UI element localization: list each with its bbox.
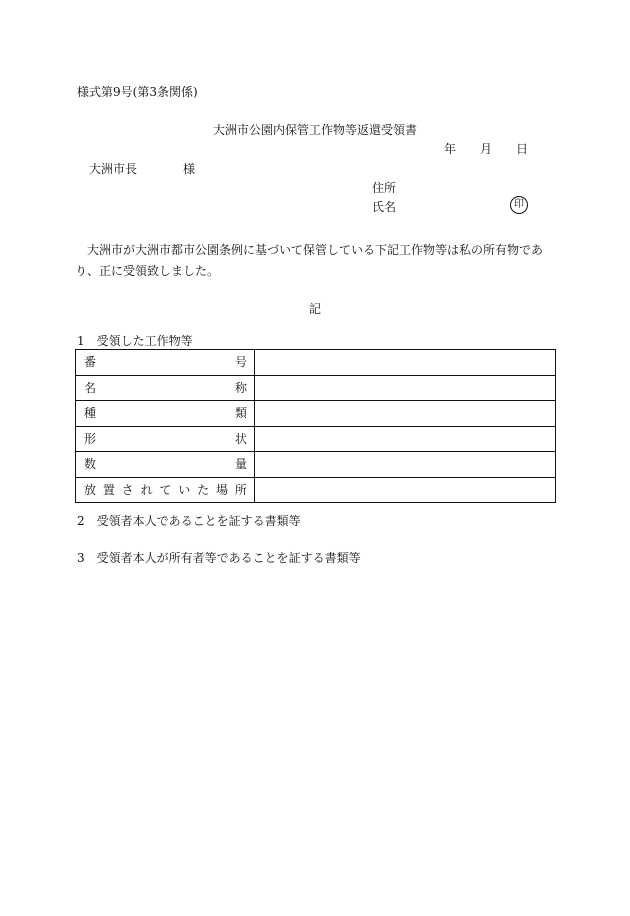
row-label-char: さ: [121, 482, 134, 497]
table-row: [76, 350, 556, 376]
row-label-char: 名: [84, 380, 97, 395]
row-label: [76, 457, 254, 471]
table-row: [76, 452, 556, 478]
row-value-cell[interactable]: [255, 477, 556, 503]
ki-heading: 記: [308, 302, 321, 316]
row-label-char: 所: [234, 482, 247, 497]
row-label-cell: [76, 401, 255, 427]
row-label: [76, 406, 254, 420]
section1-title: 1 受領した工作物等: [77, 334, 193, 348]
row-label-char: 番: [84, 355, 97, 370]
row-value-cell[interactable]: [255, 401, 556, 427]
body-paragraph: 大洲市が大洲市都市公園条例に基づいて保管している下記工作物等は私の所有物であり、正に受領致しました。: [75, 243, 544, 278]
row-label-char: 状: [234, 431, 247, 446]
items-table-body: [76, 350, 556, 503]
row-label: [76, 432, 254, 446]
row-label-char: 場: [216, 482, 229, 497]
row-label-cell: [76, 426, 255, 452]
date-year-label: 年: [444, 142, 457, 156]
section3-title: 3 受領者本人が所有者等であることを証する書類等: [77, 551, 361, 565]
row-label-char: た: [197, 482, 210, 497]
date-day-label: 日: [516, 142, 529, 156]
row-value-cell[interactable]: [255, 375, 556, 401]
row-label-char: 形: [84, 431, 97, 446]
table-row: [76, 426, 556, 452]
seal-icon: 印: [510, 196, 528, 214]
row-value-cell[interactable]: [255, 350, 556, 376]
form-number: 様式第9号(第3条関係): [77, 85, 198, 99]
section2-title: 2 受領者本人であることを証する書類等: [77, 514, 301, 528]
table-row: [76, 401, 556, 427]
address-label: 住所: [372, 181, 397, 195]
row-value-cell[interactable]: [255, 426, 556, 452]
table-row: [76, 477, 556, 503]
row-label-char: 称: [234, 380, 247, 395]
row-label-cell: [76, 375, 255, 401]
items-table: [75, 349, 556, 503]
row-label-char: 類: [234, 406, 247, 421]
row-label-char: て: [159, 482, 172, 497]
row-label-char: 数: [84, 457, 97, 472]
row-label-char: 放: [84, 482, 97, 497]
row-value-cell[interactable]: [255, 452, 556, 478]
row-label-char: 号: [234, 355, 247, 370]
row-label: [76, 355, 254, 369]
row-label-char: 量: [234, 457, 247, 472]
table-row: [76, 375, 556, 401]
row-label: [76, 381, 254, 395]
row-label-cell: [76, 477, 255, 503]
row-label-char: れ: [140, 482, 153, 497]
row-label-char: 種: [84, 406, 97, 421]
row-label-char: 置: [102, 482, 115, 497]
date-month-label: 月: [480, 142, 493, 156]
name-label: 氏名: [372, 200, 397, 214]
row-label-char: い: [178, 482, 191, 497]
document-title: 大洲市公園内保管工作物等返還受領書: [212, 123, 417, 137]
addressee-name: 大洲市長: [89, 162, 138, 176]
addressee-honorific: 様: [183, 162, 196, 176]
row-label: [76, 483, 254, 497]
row-label-cell: [76, 452, 255, 478]
row-label-cell: [76, 350, 255, 376]
